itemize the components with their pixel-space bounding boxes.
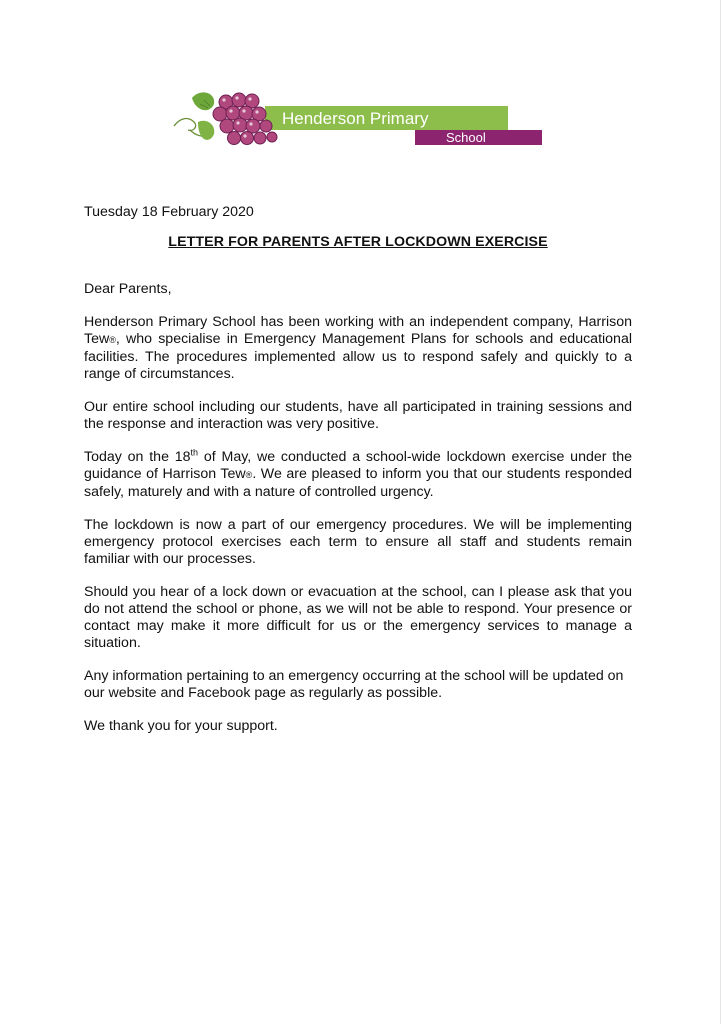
registered-mark: ® bbox=[109, 335, 116, 345]
letter-heading: LETTER FOR PARENTS AFTER LOCKDOWN EXERCISE bbox=[168, 234, 548, 250]
closing-line: We thank you for your support. bbox=[84, 718, 278, 734]
school-logo bbox=[170, 88, 545, 152]
ordinal-suffix: th bbox=[190, 447, 199, 458]
leaf-icon bbox=[198, 121, 214, 140]
paragraph-3-part-a: Today on the 18 bbox=[84, 449, 191, 465]
paragraph-1-part-b: , who specialise in Emergency Management Plans for schools and educational facilities. The procedures implemented allow us to respond safely and quickly to a range of circumstances. bbox=[84, 331, 632, 382]
letter-date: Tuesday 18 February 2020 bbox=[84, 204, 254, 220]
logo-name-line1: Henderson Primary bbox=[282, 109, 429, 128]
logo-name-line2: School bbox=[446, 130, 486, 145]
letter-body bbox=[84, 204, 632, 751]
paragraph-3-part-b: of May, we conducted a school-wide lockdown exercise under the guidance of Harrison Tew bbox=[84, 449, 632, 482]
grapes-logo-graphic bbox=[170, 88, 545, 152]
salutation: Dear Parents, bbox=[84, 281, 172, 297]
vine-tendril bbox=[174, 119, 196, 131]
paragraph-1 bbox=[84, 314, 632, 383]
paragraph-2: Our entire school including our students, have all participated in training sessions and the response and interaction was very positive. bbox=[84, 399, 632, 432]
page-edge bbox=[720, 0, 721, 1024]
paragraph-3-part-c: . We are pleased to inform you that our students responded safely, maturely and with a nature of controlled urgency. bbox=[84, 466, 632, 500]
leaf-icon bbox=[192, 92, 214, 110]
paragraph-1-part-a: Henderson Primary School has been working with an independent company, Harrison Tew bbox=[84, 314, 632, 347]
registered-mark: ® bbox=[245, 470, 253, 480]
paragraph-4: The lockdown is now a part of our emergency procedures. We will be implementing emergency protocol exercises each term to ensure all staff and students remain familiar with our processes. bbox=[84, 517, 632, 567]
paragraph-6: Any information pertaining to an emergency occurring at the school will be updated on our website and Facebook page as regularly as possible. bbox=[84, 668, 624, 701]
paragraph-3 bbox=[84, 449, 632, 501]
paragraph-5: Should you hear of a lock down or evacuation at the school, can I please ask that you do not attend the school or phone, as we will not be able to respond. Your presence or contact may make it more difficult for us or the emergency services to manage a situation. bbox=[84, 584, 632, 651]
